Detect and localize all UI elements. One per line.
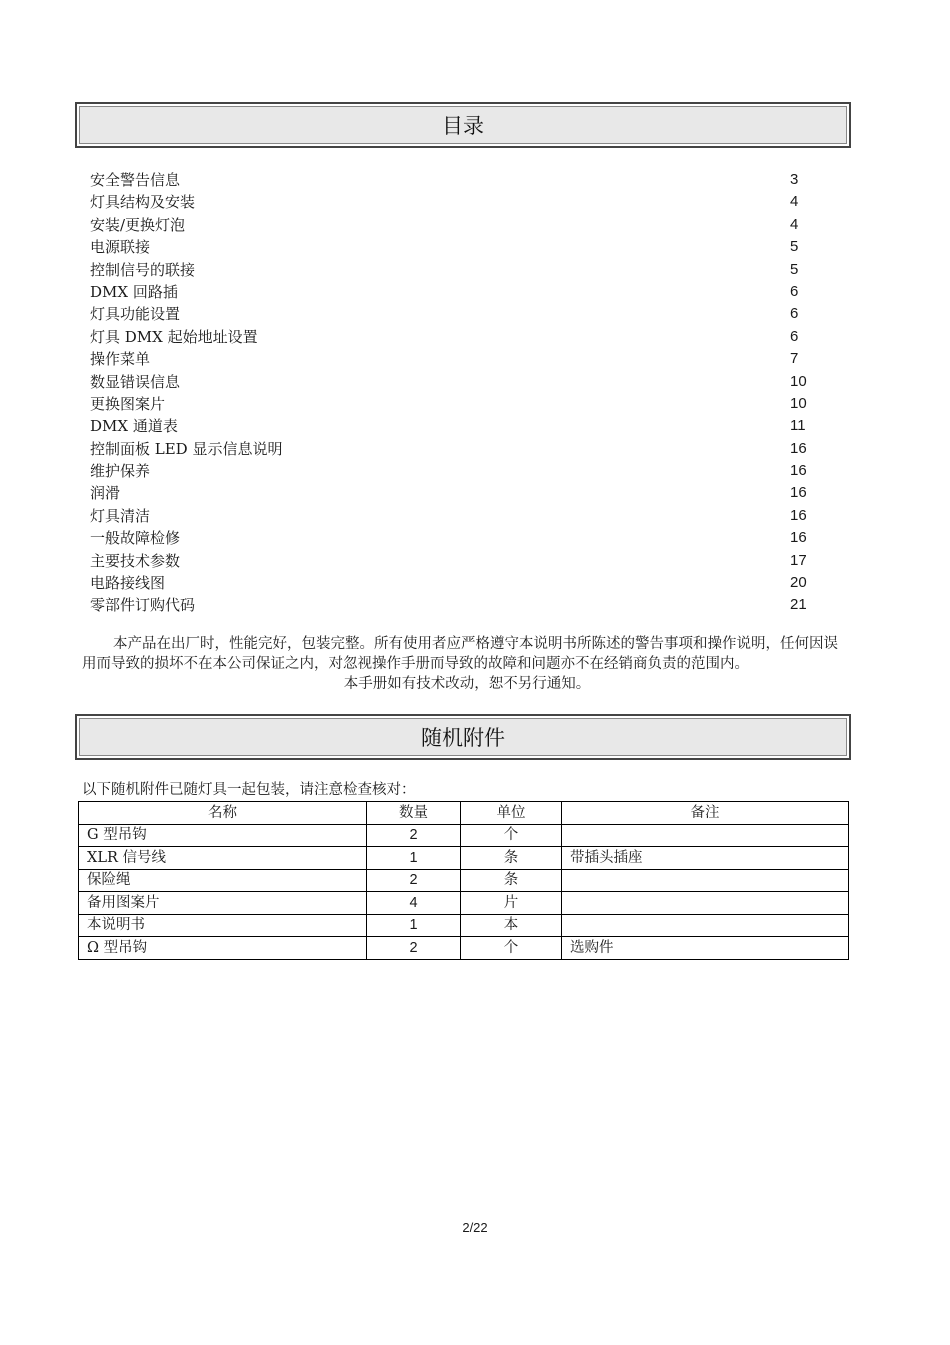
toc-entry-title: 灯具 DMX 起始地址设置 xyxy=(90,327,258,346)
toc-entry xyxy=(90,326,820,348)
cell-unit: 个 xyxy=(461,824,562,847)
header-unit: 单位 xyxy=(461,802,562,825)
toc-entry xyxy=(90,371,820,393)
toc-entry xyxy=(90,303,820,325)
cell-name: Ω 型吊钩 xyxy=(79,937,367,960)
toc-entry xyxy=(90,281,820,303)
toc-entry-title: 数显错误信息 xyxy=(90,372,181,391)
cell-note: 选购件 xyxy=(562,937,849,960)
cell-unit: 个 xyxy=(461,937,562,960)
toc-entry-title: 零部件订购代码 xyxy=(90,596,196,615)
accessories-table xyxy=(78,801,849,960)
toc-entry xyxy=(90,460,820,482)
toc-entry-page: 5 xyxy=(790,260,799,278)
toc-entry-page: 16 xyxy=(790,529,807,547)
toc-entry-title: 更换图案片 xyxy=(90,394,166,413)
toc-entry-title: 操作菜单 xyxy=(90,350,151,369)
toc-entry-title: 灯具清洁 xyxy=(90,506,151,525)
header-qty: 数量 xyxy=(367,802,461,825)
cell-unit: 条 xyxy=(461,847,562,870)
toc-entry-title: 安装/更换灯泡 xyxy=(90,215,186,234)
table-row xyxy=(79,824,849,847)
toc-entry xyxy=(90,482,820,504)
toc-entry-title: 电路接线图 xyxy=(90,574,166,593)
cell-name: 备用图案片 xyxy=(79,892,367,915)
cell-qty: 2 xyxy=(367,869,461,892)
toc-heading: 目录 xyxy=(75,102,851,148)
header-note: 备注 xyxy=(562,802,849,825)
toc-entry-page: 16 xyxy=(790,484,807,502)
toc-entry xyxy=(90,415,820,437)
toc-entry-page: 11 xyxy=(790,417,806,435)
notice-paragraph: 本产品在出厂时，性能完好，包装完整。所有使用者应严格遵守本说明书所陈述的警告事项和操作说明，任何因误用而导致的损坏不在本公司保证之内，对忽视操作手册而导致的故障和问题亦不在经销商负责的范围内。 xyxy=(82,636,838,672)
toc-entry xyxy=(90,572,820,594)
accessories-heading: 随机附件 xyxy=(75,714,851,760)
toc-entry-page: 4 xyxy=(790,193,799,211)
table-row xyxy=(79,914,849,937)
table-row xyxy=(79,847,849,870)
toc-entry-page: 16 xyxy=(790,506,807,524)
cell-name: 保险绳 xyxy=(79,869,367,892)
toc-entry-title: 安全警告信息 xyxy=(90,171,181,189)
toc-entry-page: 6 xyxy=(790,327,799,345)
toc-entry-title: DMX 通道表 xyxy=(90,417,178,436)
cell-qty: 2 xyxy=(367,824,461,847)
cell-qty: 2 xyxy=(367,937,461,960)
toc-entry-page: 10 xyxy=(790,372,807,390)
notice-text xyxy=(82,634,852,694)
cell-unit: 片 xyxy=(461,892,562,915)
toc-entry-page: 6 xyxy=(790,282,799,300)
cell-qty: 1 xyxy=(367,847,461,870)
cell-unit: 本 xyxy=(461,914,562,937)
table-row xyxy=(79,892,849,915)
toc-entry xyxy=(90,527,820,549)
cell-name: 本说明书 xyxy=(79,914,367,937)
cell-name: G 型吊钩 xyxy=(79,824,367,847)
toc-entry xyxy=(90,259,820,281)
toc-entry-page: 5 xyxy=(790,238,799,256)
toc-entry-page: 6 xyxy=(790,305,799,323)
toc-entry-page: 7 xyxy=(790,350,799,368)
toc-entry-title: 电源联接 xyxy=(90,238,151,257)
toc-entry xyxy=(90,214,820,236)
table-row xyxy=(79,869,849,892)
toc-entry-page: 16 xyxy=(790,439,807,457)
toc-entry xyxy=(90,169,820,191)
toc-entry-page: 3 xyxy=(790,171,799,188)
cell-qty: 1 xyxy=(367,914,461,937)
table-row xyxy=(79,937,849,960)
cell-note xyxy=(562,869,849,892)
toc-entry xyxy=(90,438,820,460)
header-name: 名称 xyxy=(79,802,367,825)
cell-note: 带插头插座 xyxy=(562,847,849,870)
toc-entry-page: 16 xyxy=(790,462,807,480)
toc-entry xyxy=(90,236,820,258)
toc-entry xyxy=(90,393,820,415)
toc-entry-title: 主要技术参数 xyxy=(90,551,181,570)
toc-entry-page: 10 xyxy=(790,394,807,412)
toc-entry-page: 4 xyxy=(790,215,799,233)
toc-entry xyxy=(90,594,820,616)
toc-entry xyxy=(90,550,820,572)
toc-entry-title: 灯具功能设置 xyxy=(90,305,181,324)
toc-entry-title: 润滑 xyxy=(90,484,121,503)
toc-entry xyxy=(90,348,820,370)
toc-entry-page: 17 xyxy=(790,551,807,569)
toc-entry-page: 20 xyxy=(790,574,807,592)
toc-entry-title: DMX 回路插 xyxy=(90,282,178,301)
cell-note xyxy=(562,892,849,915)
accessories-intro: 以下随机附件已随灯具一起包装，请注意检查核对： xyxy=(82,782,416,798)
toc-entry xyxy=(90,505,820,527)
table-of-contents xyxy=(90,169,820,617)
page-number: 2/22 xyxy=(462,1220,488,1235)
toc-entry xyxy=(90,191,820,213)
toc-entry-page: 21 xyxy=(790,596,807,614)
cell-unit: 条 xyxy=(461,869,562,892)
cell-note xyxy=(562,914,849,937)
table-header-row xyxy=(79,802,849,825)
toc-entry-title: 一般故障检修 xyxy=(90,529,181,548)
cell-name: XLR 信号线 xyxy=(79,847,367,870)
cell-note xyxy=(562,824,849,847)
toc-entry-title: 维护保养 xyxy=(90,462,151,481)
toc-entry-title: 控制信号的联接 xyxy=(90,260,196,279)
notice-change-line: 本手册如有技术改动，恕不另行通知。 xyxy=(343,676,591,692)
toc-entry-title: 控制面板 LED 显示信息说明 xyxy=(90,439,283,458)
cell-qty: 4 xyxy=(367,892,461,915)
toc-entry-title: 灯具结构及安装 xyxy=(90,193,196,212)
